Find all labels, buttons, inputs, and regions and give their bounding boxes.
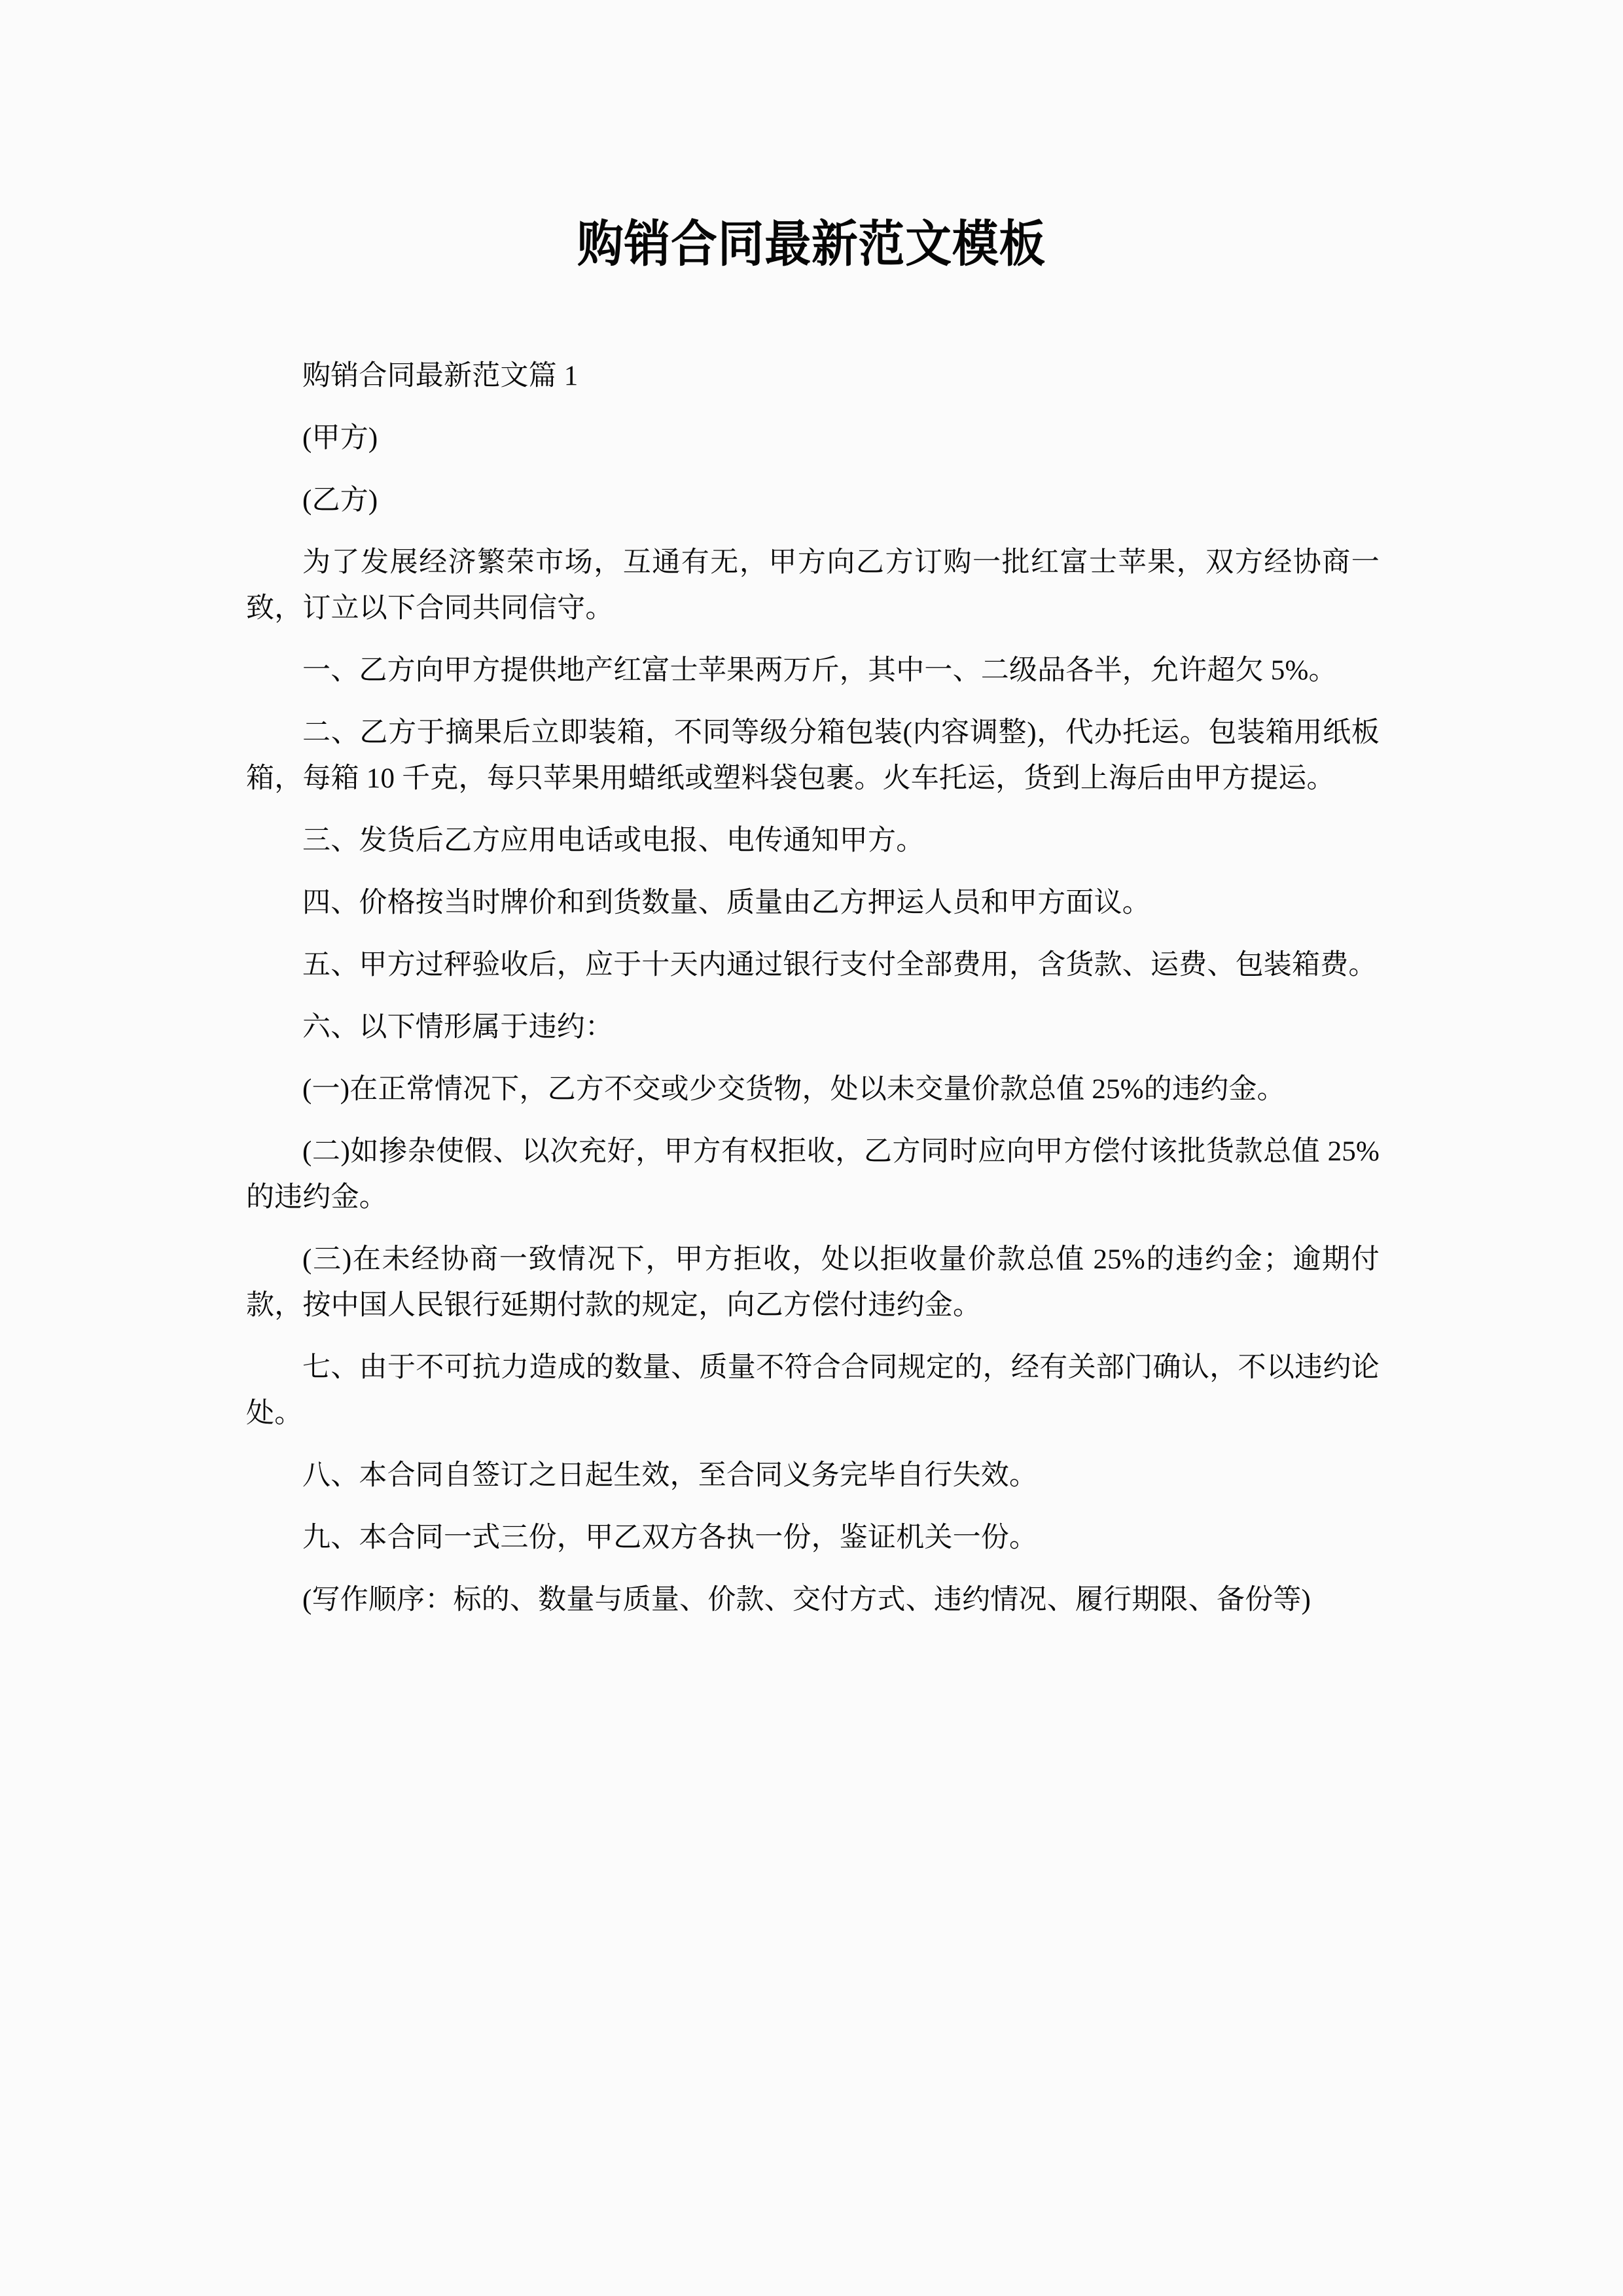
paragraph-clause-5: 五、甲方过秤验收后，应于十天内通过银行支付全部费用，含货款、运费、包装箱费。 bbox=[302, 950, 1377, 980]
paragraph-preamble: 为了发展经济繁荣市场，互通有无，甲方向乙方订购一批红富士苹果，双方经协商一致，订立以下合同共同信守。 bbox=[246, 547, 1380, 624]
paragraph-clause-6-sub-2: (二)如掺杂使假、以次充好，甲方有权拒收，乙方同时应向甲方偿付该批货款总值 25%的违约金。 bbox=[246, 1136, 1380, 1213]
paragraph-clause-9: 九、本合同一式三份，甲乙双方各执一份，鉴证机关一份。 bbox=[302, 1522, 1038, 1553]
paragraph-clause-6-sub-1: (一)在正常情况下，乙方不交或少交货物，处以未交量价款总值 25%的违约金。 bbox=[302, 1074, 1285, 1105]
paragraph-clause-8: 八、本合同自签订之日起生效，至合同义务完毕自行失效。 bbox=[302, 1460, 1038, 1491]
page-title: 购销合同最新范文模板 bbox=[577, 214, 1046, 273]
document-body bbox=[246, 353, 1380, 1623]
paragraph-clause-4: 四、价格按当时牌价和到货数量、质量由乙方押运人员和甲方面议。 bbox=[302, 888, 1150, 918]
paragraph-clause-3: 三、发货后乙方应用电话或电报、电传通知甲方。 bbox=[302, 825, 925, 856]
paragraph-clause-2: 二、乙方于摘果后立即装箱，不同等级分箱包装(内容调整)，代办托运。包装箱用纸板箱，每箱 10 千克，每只苹果用蜡纸或塑料袋包裹。火车托运，货到上海后由甲方提运。 bbox=[246, 717, 1380, 794]
paragraph-party-a: (甲方) bbox=[302, 423, 378, 454]
paragraph-clause-6-sub-3: (三)在未经协商一致情况下，甲方拒收，处以拒收量价款总值 25%的违约金；逾期付款，按中国人民银行延期付款的规定，向乙方偿付违约金。 bbox=[246, 1244, 1380, 1321]
paragraph-clause-6: 六、以下情形属于违约： bbox=[302, 1012, 614, 1043]
paragraph-clause-7: 七、由于不可抗力造成的数量、质量不符合合同规定的，经有关部门确认，不以违约论处。 bbox=[246, 1352, 1380, 1429]
paragraph-heading-sample-1: 购销合同最新范文篇 1 bbox=[302, 361, 579, 391]
paragraph-clause-1: 一、乙方向甲方提供地产红富士苹果两万斤，其中一、二级品各半，允许超欠 5%。 bbox=[302, 655, 1337, 686]
paragraph-party-b: (乙方) bbox=[302, 485, 378, 516]
paragraph-writing-order-note: (写作顺序：标的、数量与质量、价款、交付方式、违约情况、履行期限、备份等) bbox=[302, 1585, 1311, 1615]
